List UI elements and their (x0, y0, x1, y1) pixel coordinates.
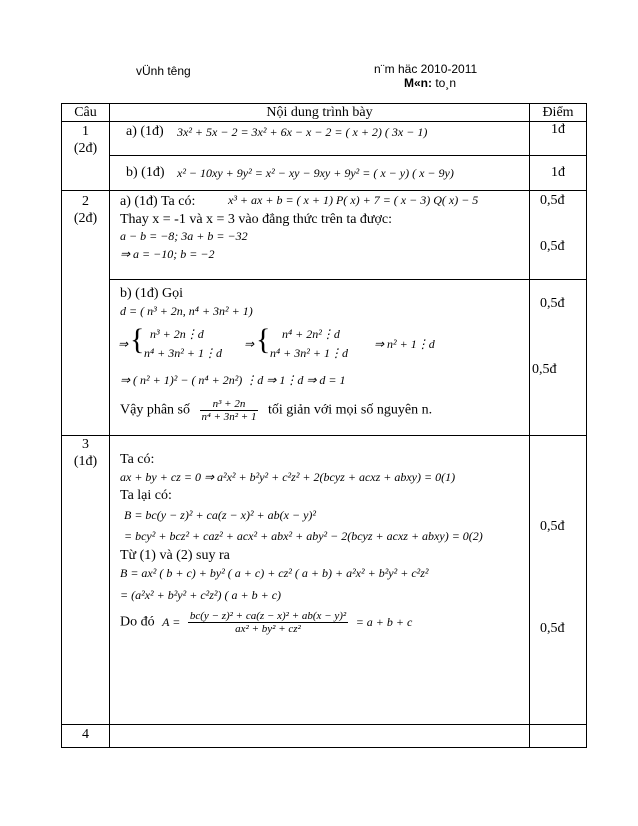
question-points: (1đ) (73, 454, 98, 469)
q3-text-1: Ta có: (120, 452, 155, 467)
col-header-question: Câu (62, 104, 110, 122)
q2b-content (110, 280, 530, 436)
question-4-cell (62, 725, 110, 748)
q1a-expression: 3x² + 5x − 2 = 3x² + 6x − x − 2 = ( x + 2) ( 3x − 1) (177, 125, 428, 139)
system-1-top: n³ + 2n⋮d (150, 327, 204, 341)
subject-label: M«n: (404, 76, 432, 90)
q3-frac-lhs: A = (162, 615, 181, 629)
question-number: 4 (82, 727, 89, 742)
q2b-score-1: 0,5đ (540, 296, 565, 311)
q2a-system: a − b = −8; 3a + b = −32 (120, 229, 248, 243)
question-2-cell (62, 191, 110, 436)
q4-content (110, 725, 530, 748)
implies-symbol: ⇒ (244, 337, 255, 351)
question-points: (2đ) (73, 211, 98, 226)
q1a-score: 1đ (530, 122, 587, 156)
q3-eq-1: ax + by + cz = 0 ⇒ a²x² + b²y² + c²z² + 2(bcyz + acxz + abxy) = 0(1) (120, 470, 456, 484)
q3-final (120, 610, 412, 635)
q1b-label: b) (1đ) (126, 165, 165, 180)
subject-value: to¸n (432, 76, 457, 90)
q3-eq-4: B = ax² ( b + c) + by² ( a + c) + cz² ( a + b) + a²x² + b²y² + c²z² (120, 566, 429, 580)
table-row (62, 280, 587, 436)
question-number: 3 (82, 437, 89, 452)
question-points: (2đ) (73, 141, 98, 156)
question-number: 1 (82, 124, 89, 139)
table-row (62, 156, 587, 191)
exam-header (374, 62, 477, 90)
q2b-score-2: 0,5đ (532, 362, 557, 377)
table-row (62, 436, 587, 725)
left-brace: { (130, 323, 145, 356)
school-name: vÜnh têng (136, 64, 191, 78)
q3-eq-3: = bcy² + bcz² + caz² + acx² + abx² + aby² − 2(bcyz + acxz + abxy) = 0(2) (124, 529, 483, 543)
q2a-result: ⇒ a = −10; b = −2 (120, 247, 215, 261)
fraction-numerator: n³ + 2n (200, 398, 259, 411)
q2a-label: a) (1đ) Ta có: (120, 194, 196, 209)
q2b-scores (530, 280, 587, 436)
q2a-identity: x³ + ax + b = ( x + 1) P( x) + 7 = ( x − 3) Q( x) − 5 (228, 193, 479, 207)
q2b-label: b) (1đ) Gọi (120, 286, 183, 301)
q3-text-4: Do đó (120, 614, 155, 630)
q3-scores (530, 436, 587, 725)
q4-score (530, 725, 587, 748)
q3-eq-5: = (a²x² + b²y² + c²z²) ( a + b + c) (120, 588, 282, 602)
q2b-deduction: ⇒ ( n² + 1)² − ( n⁴ + 2n²) ⋮d ⇒ 1⋮d ⇒ d = 1 (120, 373, 346, 387)
q1b-content (110, 156, 530, 191)
fraction (200, 398, 259, 423)
fraction-numerator: bc(y − z)² + ca(z − x)² + ab(x − y)² (189, 610, 347, 622)
q1a-label: a) (1đ) (126, 124, 164, 139)
q3-score-1: 0,5đ (540, 519, 565, 534)
col-header-score: Điểm (530, 104, 587, 122)
table-row (62, 725, 587, 748)
implies-symbol: ⇒ (118, 337, 129, 351)
q3-score-2: 0,5đ (540, 621, 565, 636)
q3-text-3: Từ (1) và (2) suy ra (120, 548, 230, 563)
table-header-row (62, 104, 587, 122)
q1a-content (110, 122, 530, 156)
fraction-denominator: ax² + by² + cz² (235, 623, 301, 635)
system-2-top: n⁴ + 2n²⋮d (282, 327, 340, 341)
answer-table (61, 103, 587, 748)
q2a-content (110, 191, 530, 280)
subject-line (374, 76, 477, 90)
question-1-cell (62, 122, 110, 191)
q2b-gcd: d = ( n³ + 2n, n⁴ + 3n² + 1) (120, 304, 253, 318)
system-1-bottom: n⁴ + 3n² + 1⋮d (144, 346, 222, 360)
q2a-score-1: 0,5đ (540, 193, 565, 208)
question-number: 2 (82, 194, 89, 209)
left-brace: { (256, 323, 271, 356)
school-year: n¨m häc 2010-2011 (374, 62, 478, 76)
q3-content (110, 436, 530, 725)
conclusion-prefix: Vậy phân số (120, 402, 190, 418)
q3-frac-rhs: = a + b + c (355, 615, 413, 629)
q1b-score: 1đ (530, 156, 587, 191)
table-row (62, 122, 587, 156)
q3-eq-2: B = bc(y − z)² + ca(z − x)² + ab(x − y)² (124, 508, 316, 522)
conclusion-suffix: tối giản với mọi số nguyên n. (267, 402, 433, 418)
q2a-scores (530, 191, 587, 280)
q3-text-2: Ta lại có: (120, 488, 172, 503)
fraction-denominator: n⁴ + 3n² + 1 (201, 411, 257, 423)
system-2-bottom: n⁴ + 3n² + 1⋮d (270, 346, 348, 360)
question-3-cell (62, 436, 110, 725)
col-header-content: Nội dung trình bày (110, 104, 530, 122)
q2a-text: Thay x = -1 và x = 3 vào đẳng thức trên ta được: (120, 212, 393, 227)
table-row (62, 191, 587, 280)
q1b-expression: x² − 10xy + 9y² = x² − xy − 9xy + 9y² = ( x − y) ( x − 9y) (177, 166, 454, 180)
system-result: ⇒ n² + 1⋮d (374, 337, 435, 351)
q3-fraction (188, 610, 348, 635)
q2a-score-2: 0,5đ (540, 239, 565, 254)
q2b-conclusion (120, 398, 432, 423)
